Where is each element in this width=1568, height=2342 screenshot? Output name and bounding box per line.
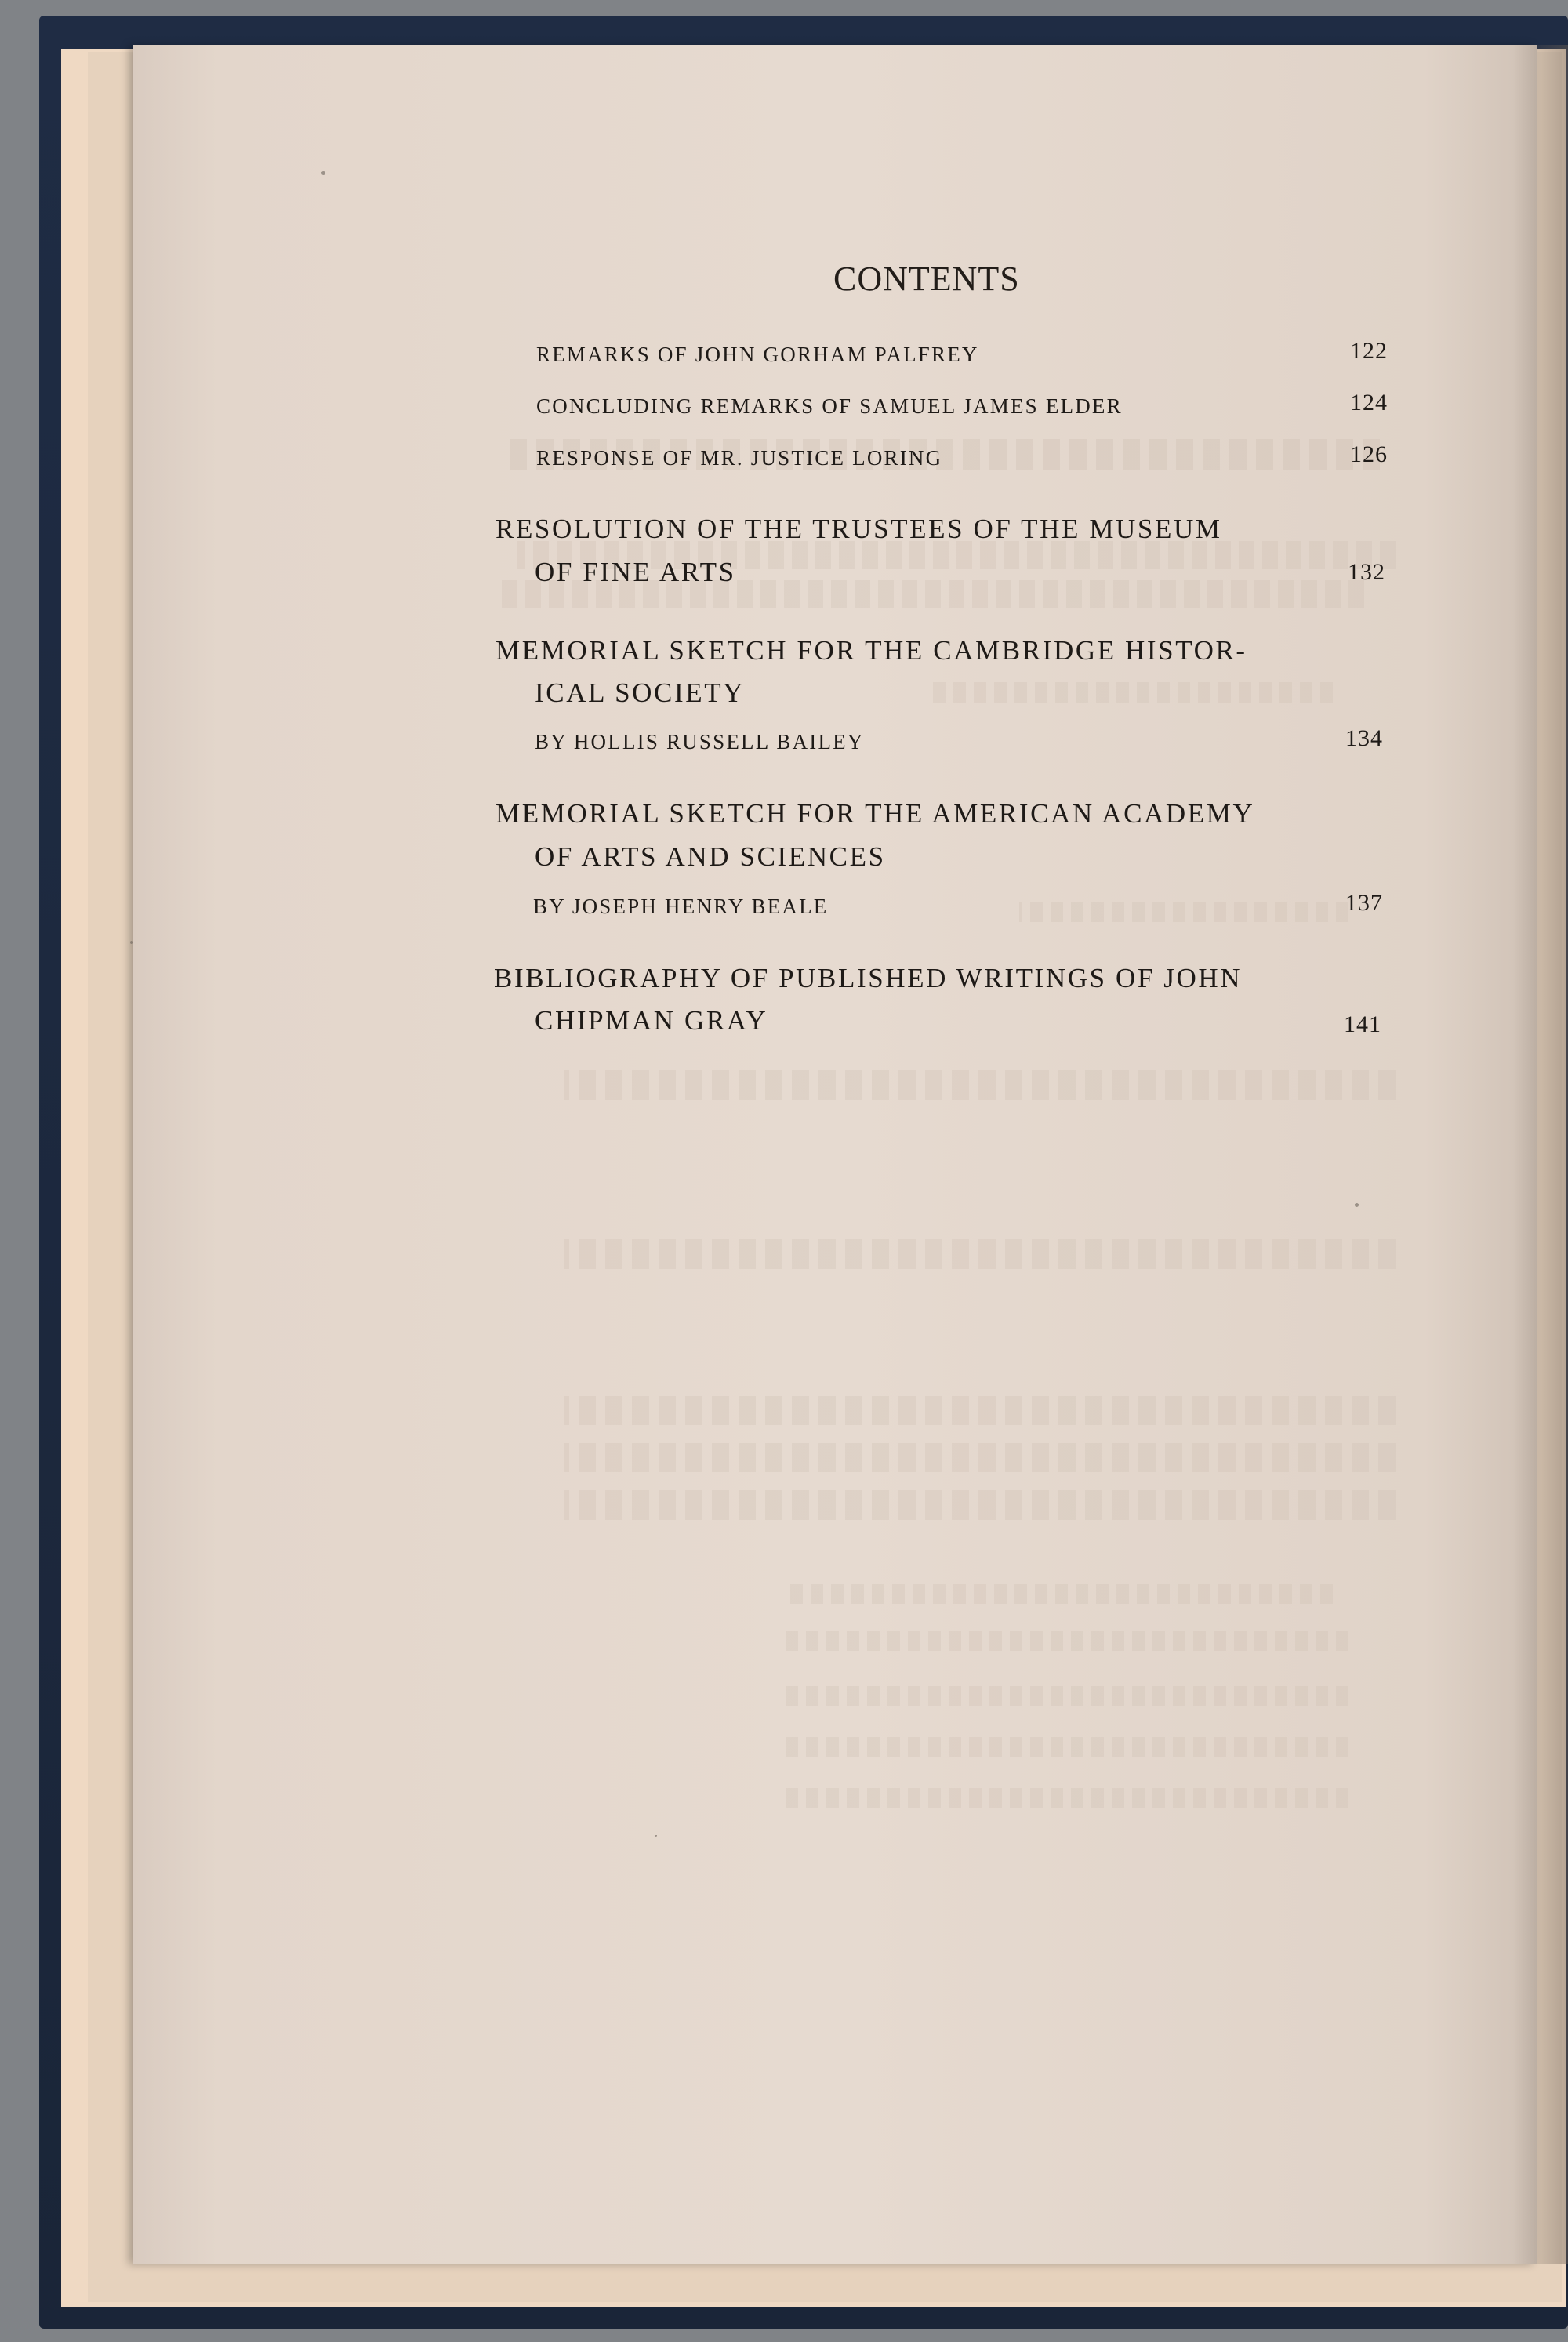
toc-entry-title: MEMORIAL SKETCH FOR THE AMERICAN ACADEMY	[495, 798, 1255, 829]
toc-entry-title-continued: CHIPMAN GRAY	[535, 1005, 768, 1036]
toc-entry-page: 134	[1345, 725, 1383, 751]
show-through-line	[784, 1686, 1348, 1706]
show-through-line	[564, 1443, 1396, 1472]
toc-entry-title: REMARKS OF JOHN GORHAM PALFREY	[536, 343, 979, 366]
page-gutter-shadow	[1513, 45, 1568, 2264]
show-through-line	[784, 1631, 1348, 1651]
show-through-line	[1019, 902, 1348, 922]
toc-entry-page: 122	[1350, 338, 1388, 364]
contents-page	[133, 45, 1537, 2264]
toc-entry-author: BY JOSEPH HENRY BEALE	[533, 895, 829, 918]
toc-entry-page: 137	[1345, 890, 1383, 916]
paper-speck	[1355, 1203, 1359, 1207]
show-through-line	[784, 1737, 1348, 1757]
show-through-line	[564, 1396, 1396, 1425]
toc-entry-author: BY HOLLIS RUSSELL BAILEY	[535, 730, 865, 753]
show-through-line	[784, 1584, 1333, 1604]
paper-speck	[130, 941, 133, 944]
toc-entry-title: MEMORIAL SKETCH FOR THE CAMBRIDGE HISTOR-	[495, 635, 1247, 666]
toc-entry-page: 132	[1348, 559, 1385, 585]
show-through-line	[564, 1239, 1396, 1269]
toc-entry-page: 141	[1344, 1011, 1381, 1037]
paper-speck	[321, 171, 325, 175]
paper-speck	[655, 1835, 657, 1837]
toc-entry-title-continued: ICAL SOCIETY	[535, 677, 746, 708]
toc-entry-page: 126	[1350, 441, 1388, 467]
page-title: CONTENTS	[833, 260, 1020, 298]
toc-entry-title-continued: OF FINE ARTS	[535, 557, 736, 587]
show-through-line	[784, 1788, 1348, 1808]
toc-entry-page: 124	[1350, 390, 1388, 416]
toc-entry-title-continued: OF ARTS AND SCIENCES	[535, 841, 886, 872]
show-through-line	[564, 1490, 1396, 1520]
show-through-line	[925, 682, 1333, 703]
toc-entry-title: RESOLUTION OF THE TRUSTEES OF THE MUSEUM	[495, 514, 1222, 544]
toc-entry-title: BIBLIOGRAPHY OF PUBLISHED WRITINGS OF JOHN	[494, 963, 1243, 993]
toc-entry-title: CONCLUDING REMARKS OF SAMUEL JAMES ELDER	[536, 394, 1123, 418]
show-through-line	[564, 1070, 1396, 1100]
toc-entry-title: RESPONSE OF MR. JUSTICE LORING	[536, 446, 943, 470]
